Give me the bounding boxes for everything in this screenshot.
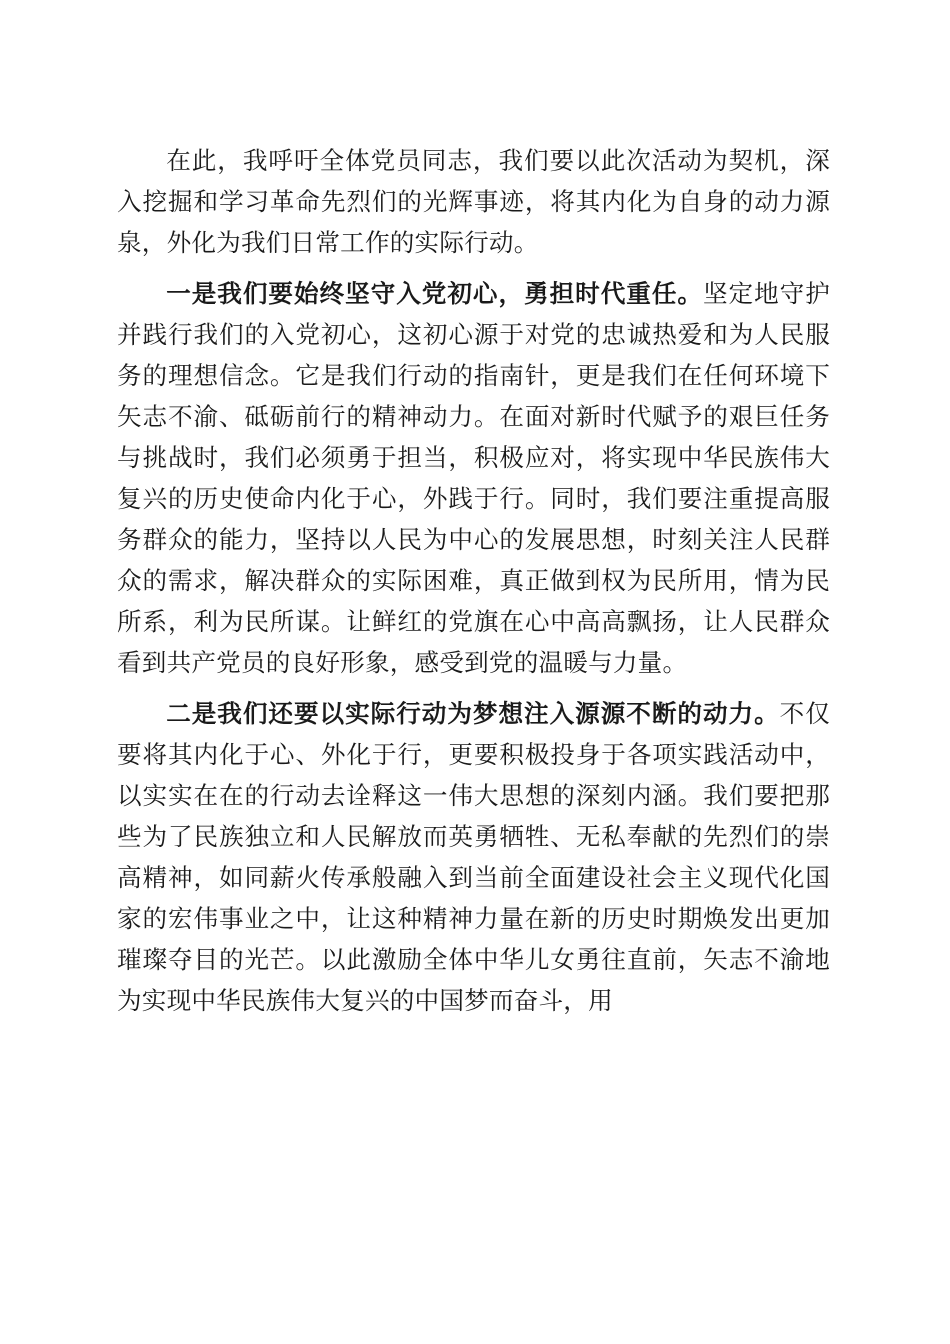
paragraph-text: 坚定地守护并践行我们的入党初心，这初心源于对党的忠诚热爱和为人民服务的理想信念。它是我们行动的指南针，更是我们在任何环境下矢志不渝、砥砺前行的精神动力。在面对新时代赋予的艰巨任务与挑战时，我们必须勇于担当，积极应对，将实现中华民族伟大复兴的历史使命内化于心，外践于行。同时，我们要注重提高服务群众的能力，坚持以人民为中心的发展思想，时刻关注人民群众的需求，解决群众的实际困难，真正做到权为民所用，情为民所系，利为民所谋。让鲜红的党旗在心中高高飘扬，让人民群众看到共产党员的良好形象，感受到党的温暖与力量。 [117, 279, 830, 677]
paragraph-lead: 一是我们要始终坚守入党初心，勇担时代重任。 [166, 279, 703, 308]
paragraph-point-two [117, 693, 830, 1021]
paragraph-text: 不仅要将其内化于心、外化于行，更要积极投身于各项实践活动中，以实实在在的行动去诠释这一伟大思想的深刻内涵。我们要把那些为了民族独立和人民解放而英勇牺牲、无私奉献的先烈们的崇高精神，如同薪火传承般融入到当前全面建设社会主义现代化国家的宏伟事业之中，让这种精神力量在新的历史时期焕发出更加璀璨夺目的光芒。以此激励全体中华儿女勇往直前，矢志不渝地为实现中华民族伟大复兴的中国梦而奋斗，用 [117, 699, 830, 1015]
paragraph-text: 在此，我呼吁全体党员同志，我们要以此次活动为契机，深入挖掘和学习革命先烈们的光辉事迹，将其内化为自身的动力源泉，外化为我们日常工作的实际行动。 [117, 146, 830, 257]
paragraph-lead: 二是我们还要以实际行动为梦想注入源源不断的动力。 [166, 699, 780, 728]
paragraph-point-one [117, 273, 830, 683]
paragraph-intro [117, 140, 830, 263]
document-body [117, 140, 830, 1031]
